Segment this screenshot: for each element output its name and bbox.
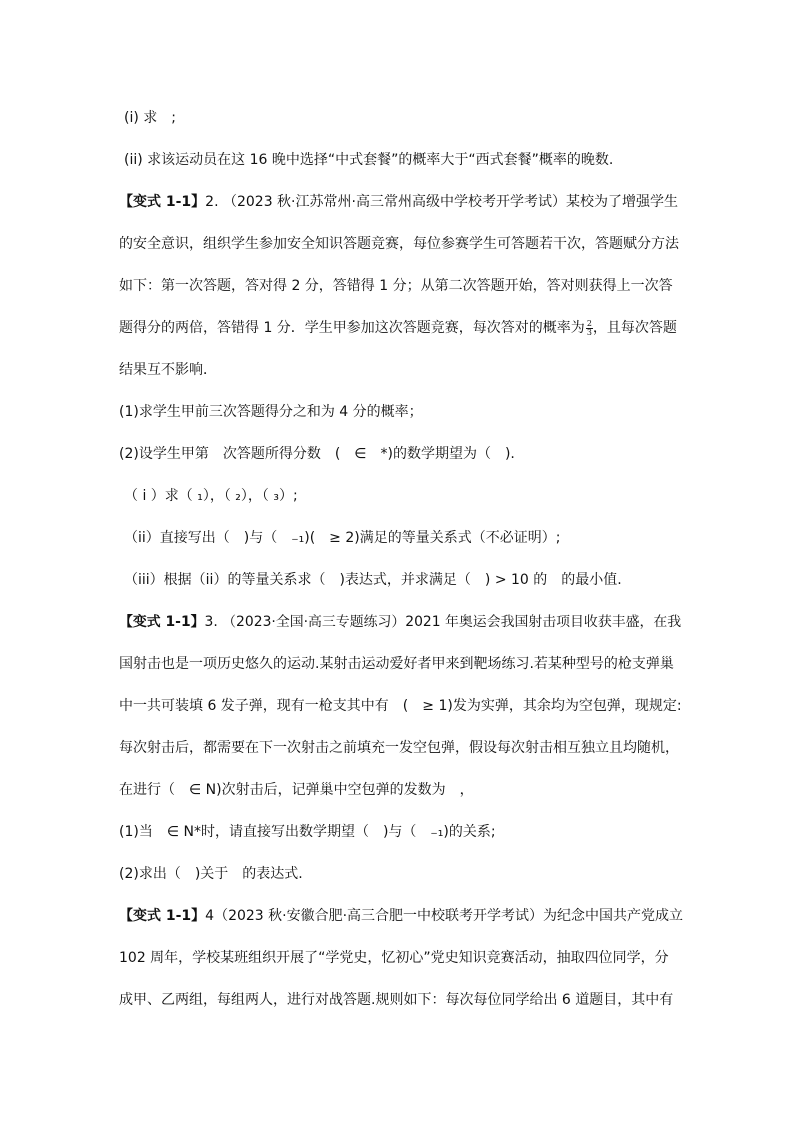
text-line: 如下：第一次答题，答对得 2 分，答错得 1 分；从第二次答题开始，答对则获得上一次答 bbox=[119, 278, 673, 294]
fraction bbox=[586, 320, 593, 337]
text-line: (i) 求 ; bbox=[124, 110, 176, 126]
problem-text: 2. （2023 秋·江苏常州·高三常州高级中学校考开学考试）某校为了增强学生 bbox=[205, 194, 678, 210]
text-line: (ii) 求该运动员在这 16 晚中选择“中式套餐”的概率大于“西式套餐”概率的晚数. bbox=[124, 152, 614, 168]
text-line: 在进行（ ∈ N)次射击后，记弹巢中空包弹的发数为 ， bbox=[119, 782, 474, 798]
text-line: (1)求学生甲前三次答题得分之和为 4 分的概率； bbox=[119, 404, 423, 420]
problem-text: 3. （2023·全国·高三专题练习）2021 年奥运会我国射击项目收获丰盛，在我 bbox=[204, 614, 682, 630]
text-line: 结果互不影响． bbox=[119, 362, 217, 378]
text-line: （ i ）求（ ₁），（ ₂），（ ₃）; bbox=[124, 488, 298, 504]
variant-label: 【变式 1-1】 bbox=[119, 614, 205, 630]
text-line bbox=[119, 318, 677, 338]
text-line: 成甲、乙两组，每组两人，进行对战答题.规则如下：每次每位同学给出 6 道题目，其中有 bbox=[119, 992, 674, 1008]
text-line: 102 周年，学校某班组织开展了“学党史，忆初心”党史知识竞赛活动，抽取四位同学，分 bbox=[119, 950, 669, 966]
text-line bbox=[119, 612, 681, 632]
text-line: （ii）直接写出（ )与（ ₋₁)( ≥ 2)满足的等量关系式（不必证明）; bbox=[124, 530, 561, 546]
text-line: 每次射击后，都需要在下一次射击之前填充一发空包弹，假设每次射击相互独立且均随机， bbox=[119, 740, 679, 756]
fraction-numerator: 2 bbox=[586, 318, 592, 328]
text-line: 国射击也是一项历史悠久的运动.某射击运动爱好者甲来到靶场练习.若某种型号的枪支弹巢 bbox=[119, 656, 674, 672]
variant-label: 【变式 1-1】 bbox=[119, 194, 206, 210]
text-line: (1)当 ∈ N*时，请直接写出数学期望（ )与（ ₋₁)的关系; bbox=[119, 824, 496, 840]
problem-text: 4（2023 秋·安徽合肥·高三合肥一中校联考开学考试）为纪念中国共产党成立 bbox=[205, 908, 684, 924]
variant-label: 【变式 1-1】 bbox=[119, 908, 206, 924]
text-line: 中一共可装填 6 发子弹，现有一枪支其中有 ( ≥ 1)发为实弹，其余均为空包弹，现规定: bbox=[119, 698, 682, 714]
text-line: 的安全意识，组织学生参加安全知识答题竞赛，每位参赛学生可答题若干次，答题赋分方法 bbox=[119, 236, 679, 252]
text-line bbox=[119, 192, 678, 212]
problem-text: 题得分的两倍，答错得 1 分．学生甲参加这次答题竞赛，每次答对的概率为 bbox=[119, 320, 585, 336]
text-line: (2)求出（ )关于 的表达式. bbox=[119, 866, 303, 882]
problem-text: ，且每次答题 bbox=[592, 320, 677, 336]
fraction-denominator: 3 bbox=[586, 327, 592, 337]
text-line bbox=[119, 906, 683, 926]
text-line: （iii）根据（ii）的等量关系求（ )表达式，并求满足（ ) > 10 的 的最小值. bbox=[124, 572, 622, 588]
text-line: (2)设学生甲第 次答题所得分数 ( ∈ *)的数学期望为（ ). bbox=[119, 446, 515, 462]
